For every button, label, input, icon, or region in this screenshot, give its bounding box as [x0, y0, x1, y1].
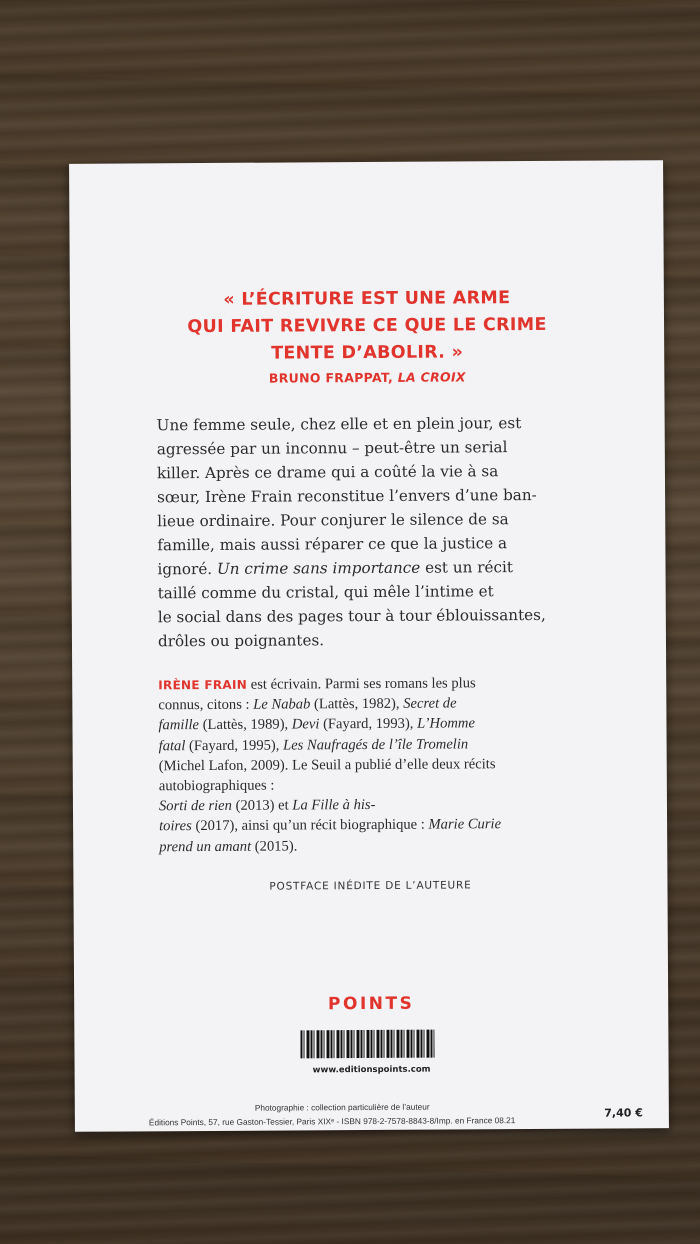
quote-line: « L’ÉCRITURE EST UNE ARME	[223, 288, 511, 310]
bio-title: Les Naufragés de l’île Tromelin	[283, 736, 469, 754]
bio-text: (Lattès, 1989),	[198, 716, 292, 734]
bio-title: prend un amant	[159, 838, 252, 855]
bio-line	[159, 834, 589, 857]
bio-text: (2015).	[251, 838, 298, 855]
bio-line	[158, 673, 588, 696]
review-quote	[70, 284, 664, 369]
summary-text: est un récit	[420, 558, 513, 577]
summary-line: taillé comme du cristal, qui mêle l’intime et	[157, 582, 494, 603]
photo-credit: Photographie : collection particulière de l’auteur	[254, 1101, 430, 1113]
publisher-website: www.editionspoints.com	[312, 1064, 431, 1076]
bio-title: La Fille à his-	[292, 797, 376, 814]
bio-line: (Michel Lafon, 2009). Le Seuil a publié d’elle deux récits	[158, 756, 496, 775]
book-summary	[157, 411, 588, 654]
quote-source: LA CROIX	[397, 369, 466, 385]
quote-attribution	[70, 368, 664, 387]
bio-text: (Fayard, 1995),	[185, 737, 284, 754]
bio-line: autobiographiques :	[158, 777, 275, 795]
bio-line	[159, 794, 589, 817]
summary-line: Une femme seule, chez elle et en plein jour, est	[156, 414, 522, 435]
book-title: Un crime sans importance	[216, 558, 421, 578]
summary-line: le social dans des pages tour à tour éblouissantes,	[157, 605, 546, 627]
quote-author: BRUNO FRAPPAT,	[268, 369, 394, 386]
bio-title: Devi	[291, 716, 320, 733]
bio-line	[158, 713, 588, 736]
bio-title: Secret de	[403, 695, 457, 712]
quote-line: TENTE D’ABOLIR. »	[271, 342, 464, 364]
summary-line: lieue ordinaire. Pour conjurer le silence de sa	[157, 510, 509, 531]
author-name: IRÈNE FRAIN	[158, 677, 248, 693]
book-back-cover	[69, 160, 669, 1132]
bio-text: est écrivain. Parmi ses romans les plus	[247, 675, 476, 693]
postface-note: POSTFACE INÉDITE DE L’AUTEURE	[269, 879, 472, 893]
bio-text: (2013) et	[231, 797, 293, 815]
bio-title: famille	[158, 717, 200, 734]
summary-line	[157, 555, 587, 582]
summary-text: ignoré.	[157, 559, 218, 579]
summary-line: drôles ou poignantes.	[157, 631, 325, 651]
bio-title: toires	[159, 818, 192, 835]
bio-title: Le Nabab	[253, 696, 311, 713]
bio-text: (Fayard, 1993),	[319, 716, 418, 733]
barcode	[300, 1030, 434, 1059]
bio-text: (2017), ainsi qu’un récit biographique :	[191, 817, 429, 835]
bio-title: fatal	[158, 737, 186, 754]
price-label: 7,40 €	[604, 1106, 643, 1120]
quote-line: QUI FAIT REVIVRE CE QUE LE CRIME	[187, 314, 547, 338]
summary-line: agressée par un inconnu – peut-être un serial	[156, 438, 508, 459]
summary-line: sœur, Irène Frain reconstitue l’envers d’une ban-	[157, 485, 537, 507]
bio-title: L’Homme	[417, 715, 475, 733]
bio-line	[159, 814, 589, 837]
bio-text: (Lattès, 1982),	[310, 695, 404, 713]
summary-line: famille, mais aussi réparer ce que la justice a	[157, 534, 508, 555]
bio-title: Sorti de rien	[158, 798, 232, 815]
summary-line: killer. Après ce drame qui a coûté la vie à sa	[156, 462, 499, 483]
bio-line	[158, 693, 588, 716]
imprint-line: Éditions Points, 57, rue Gaston-Tessier, Paris XIXᵉ - ISBN 978-2-7578-8843-8/Imp. en France 08.21	[148, 1115, 516, 1128]
bio-title: Marie Curie	[428, 816, 502, 834]
bio-text: connus, citons :	[158, 696, 254, 714]
publisher-logo: POINTS	[327, 993, 415, 1015]
bio-line	[159, 733, 589, 756]
author-bio	[158, 673, 589, 857]
